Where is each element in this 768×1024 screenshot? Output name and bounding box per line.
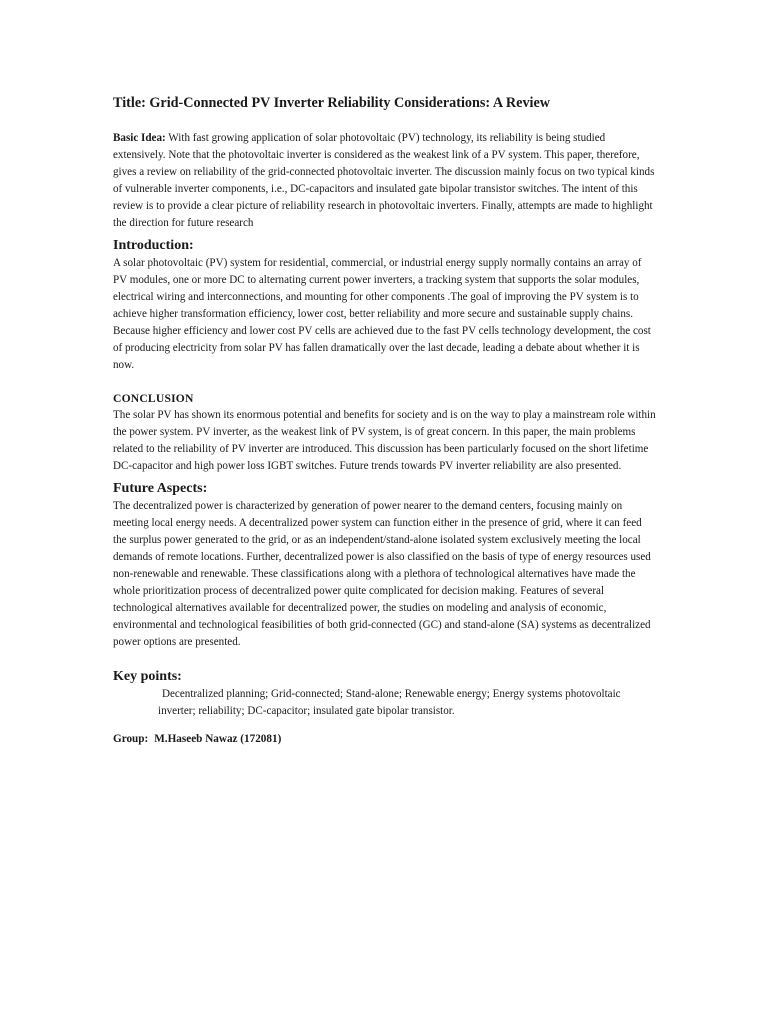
group-label: Group: bbox=[113, 733, 149, 745]
conclusion-text: The solar PV has shown its enormous potential and benefits for society and is on the way to play a mainstream role within the power system. PV inverter, as the weakest link of PV system, is of great concern. In this paper, the main problems related to the reliability of PV inverter are introduced. This discussion has been particularly focused on the short lifetime DC-capacitor and high power loss IGBT switches. Future trends towards PV inverter reliability are also presented. bbox=[113, 409, 656, 472]
future-aspects-heading: Future Aspects: bbox=[113, 481, 208, 496]
group-members: M.Haseeb Nawaz (172081) bbox=[154, 733, 282, 745]
basic-idea-paragraph bbox=[113, 130, 658, 232]
introduction-text: A solar photovoltaic (PV) system for residential, commercial, or industrial energy supply normally contains an array of PV modules, one or more DC to alternating current power inverters, a tracking system that supports the solar modules, electrical wiring and interconnections, and mounting for other components .The goal of improving the PV system is to achieve higher transformation efficiency, lower cost, better reliability and more secure and sustainable supply chains. Because higher efficiency and lower cost PV cells are achieved due to the fast PV cells technology development, the cost of producing electricity from solar PV has fallen dramatically over the last decade, leading a debate about whether it is now. bbox=[113, 257, 651, 371]
introduction-heading: Introduction: bbox=[113, 238, 194, 253]
document-title: Title: Grid-Connected PV Inverter Reliability Considerations: A Review bbox=[113, 95, 551, 111]
basic-idea-text: With fast growing application of solar photovoltaic (PV) technology, its reliability is being studied extensively. Note that the photovoltaic inverter is considered as the weakest link of a PV system. This paper, therefore, gives a review on reliability of the grid-connected photovoltaic inverter. The discussion mainly focus on two typical kinds of vulnerable inverter components, i.e., DC-capacitors and insulated gate bipolar transistor switches. The intent of this review is to provide a clear picture of reliability research in photovoltaic inverters. Finally, attempts are made to highlight the direction for future research bbox=[113, 132, 655, 229]
basic-idea-label: Basic Idea: bbox=[113, 132, 166, 144]
key-points-text: Decentralized planning; Grid-connected; Stand-alone; Renewable energy; Energy systems photovoltaic inverter; reliability; DC-capacitor; insulated gate bipolar transistor. bbox=[158, 688, 621, 717]
document-page bbox=[113, 95, 658, 748]
conclusion-heading: CONCLUSION bbox=[113, 392, 194, 405]
future-aspects-text: The decentralized power is characterized by generation of power nearer to the demand centers, focusing mainly on meeting local energy needs. A decentralized power system can function either in the presence of grid, where it can feed the surplus power generated to the grid, or as an independent/stand-alone isolated system exclusively meeting the local demands of remote locations. Further, decentralized power is also classified on the basis of type of energy resources used non-renewable and renewable. These classifications along with a plethora of technological alternatives have made the whole prioritization process of decentralized power quite complicated for decision making. Features of several technological alternatives available for decentralized power, the studies on modeling and analysis of economic, environmental and technological feasibilities of both grid-connected (GC) and stand-alone (SA) systems as decentralized power options are presented. bbox=[113, 500, 651, 648]
key-points-heading: Key points: bbox=[113, 669, 182, 684]
group-line bbox=[113, 731, 658, 748]
